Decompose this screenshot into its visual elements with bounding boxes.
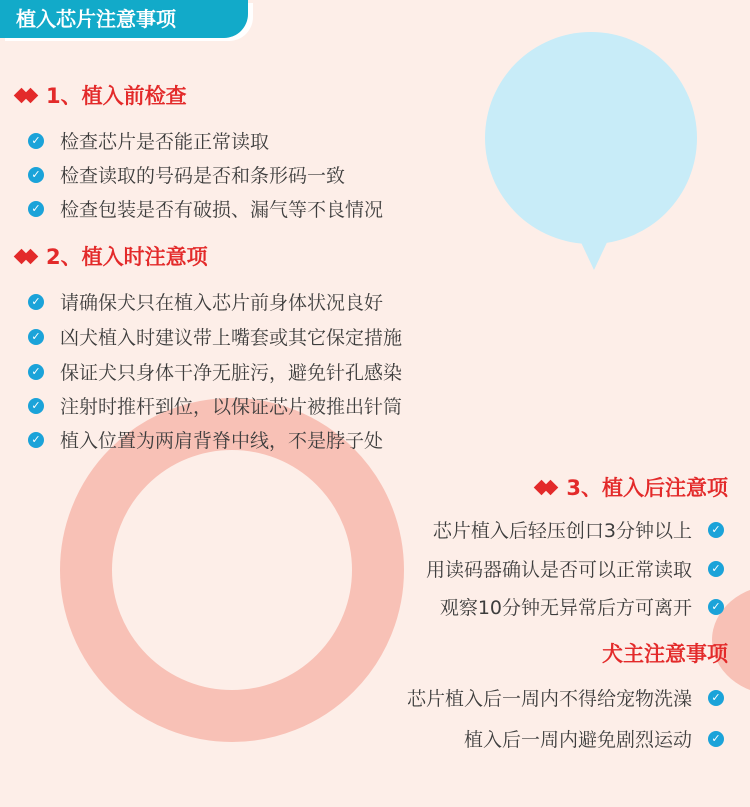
list-item-text: 植入位置为两肩背脊中线，不是脖子处 <box>60 430 384 452</box>
check-icon: ✓ <box>28 432 44 448</box>
list-item-text: 凶犬植入时建议带上嘴套或其它保定措施 <box>60 327 403 349</box>
list-item <box>433 516 724 543</box>
list-item <box>28 195 383 222</box>
list-item <box>426 555 724 582</box>
section-heading-text: 3、植入后注意项 <box>566 476 728 500</box>
section-heading-pre-implant <box>16 80 187 110</box>
list-item <box>28 161 345 188</box>
check-icon: ✓ <box>28 398 44 414</box>
list-item-text: 检查包装是否有破损、漏气等不良情况 <box>60 199 384 221</box>
page-title: 植入芯片注意事项 <box>0 0 248 38</box>
section-heading-post-implant <box>536 472 728 502</box>
list-item-text: 检查读取的号码是否和条形码一致 <box>60 165 346 187</box>
list-item <box>28 392 402 419</box>
list-item <box>28 426 383 453</box>
section-heading-during-implant <box>16 241 208 271</box>
list-item-text: 观察10分钟无异常后方可离开 <box>439 597 692 619</box>
check-icon: ✓ <box>28 133 44 149</box>
check-icon: ✓ <box>708 731 724 747</box>
list-item-text: 植入后一周内避免剧烈运动 <box>463 729 692 751</box>
check-icon: ✓ <box>708 522 724 538</box>
section-heading-text: 1、植入前检查 <box>46 84 187 108</box>
list-item-text: 芯片植入后轻压创口3分钟以上 <box>432 520 692 542</box>
speech-bubble-tail-decoration <box>578 236 610 270</box>
check-icon: ✓ <box>28 329 44 345</box>
diamond-bullet-icon <box>16 251 34 262</box>
check-icon: ✓ <box>708 599 724 615</box>
list-item-text: 检查芯片是否能正常读取 <box>60 131 270 153</box>
check-icon: ✓ <box>28 294 44 310</box>
section-heading-owner-notes <box>602 638 728 668</box>
list-item-text: 用读码器确认是否可以正常读取 <box>425 559 692 581</box>
check-icon: ✓ <box>708 561 724 577</box>
list-item-text: 请确保犬只在植入芯片前身体状况良好 <box>60 292 384 314</box>
check-icon: ✓ <box>28 364 44 380</box>
list-item <box>28 127 269 154</box>
check-icon: ✓ <box>708 690 724 706</box>
check-icon: ✓ <box>28 201 44 217</box>
diamond-bullet-icon <box>16 90 34 101</box>
diamond-bullet-icon <box>536 482 554 493</box>
list-item <box>407 684 724 711</box>
list-item-text: 保证犬只身体干净无脏污，避免针孔感染 <box>60 362 403 384</box>
check-icon: ✓ <box>28 167 44 183</box>
section-heading-text: 2、植入时注意项 <box>46 245 208 269</box>
list-item <box>28 288 383 315</box>
section-heading-text: 犬主注意事项 <box>602 642 728 666</box>
speech-bubble-decoration <box>485 32 697 244</box>
list-item-text: 注射时推杆到位，以保证芯片被推出针筒 <box>60 396 403 418</box>
list-item <box>28 323 402 350</box>
list-item-text: 芯片植入后一周内不得给宠物洗澡 <box>406 688 692 710</box>
list-item <box>28 358 402 385</box>
list-item <box>464 725 724 752</box>
list-item <box>440 593 724 620</box>
